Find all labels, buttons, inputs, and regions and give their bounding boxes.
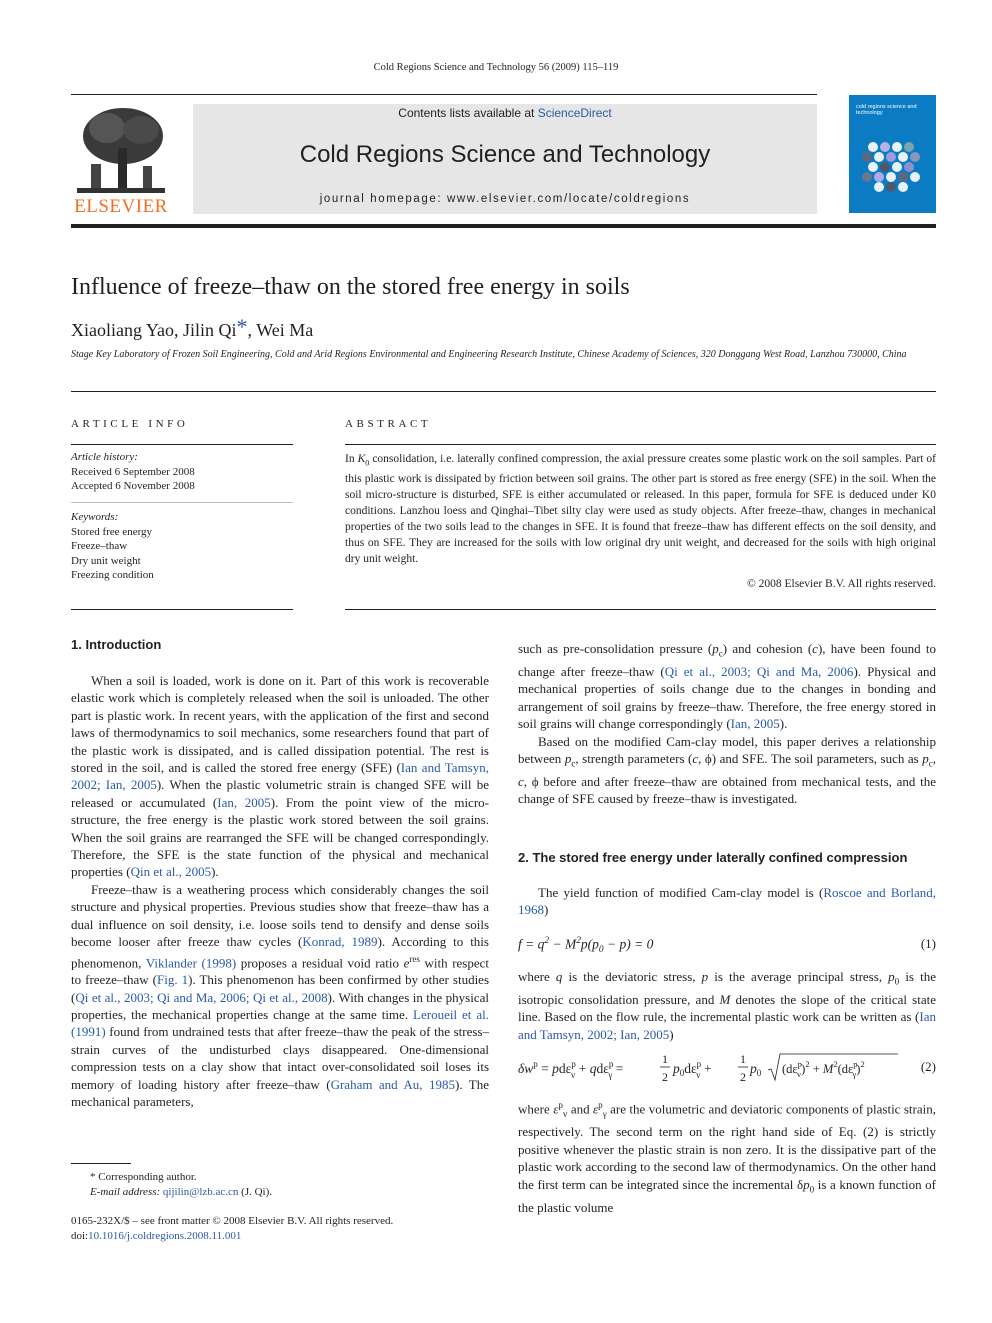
citation-link[interactable]: Qi et al., 2003; Qi and Ma, 2006; Qi et al., 2008 [75, 989, 328, 1005]
paragraph: where q is the deviatoric stress, p is the average principal stress, $p_0$ is the isotropic consolidation pressure, and M denotes the slope of the critical state line. Based on the flow rule, the incremental plastic work can be written as (Ian and Tamsyn, 2002; Ian, 2005) [518, 969, 936, 1042]
doi-line [71, 1229, 571, 1244]
paragraph: When a soil is loaded, work is done on it. Part of this work is recoverable elastic work which is completely released when the soil is unloaded. The other part is plastic work. In recent years, with the application of the first and second laws of thermodynamics to soil mechanics, some researchers found that part of the plastic work is dissipated, and is called dissipation potential. The rest is stored in the soil, and is called the stored free energy (SFE) (Ian and Tamsyn, 2002; Ian, 2005). When the plastic volumetric strain is changed SFE will be released or accumulated (Ian, 2005). From the point view of the micro-structure, the free energy is the plastic work stored between the soil grains. When the soil grains are rearranged the SFE will be changed correspondingly. Therefore, the SFE is the state function of the physical and mechanical properties (Qin et al., 2005). [71, 673, 489, 880]
right-column-text-part1 [518, 640, 936, 808]
left-column-text [71, 672, 489, 1110]
equation-1-number: (1) [920, 936, 936, 951]
paragraph: Freeze–thaw is a weathering process which considerably changes the soil structure and physical properties. Previous studies show that freeze–thaw has a dual influence on soil density, i.e. loose soils tend to densify and dense soils become looser after freeze thaw cycles (Konrad, 1989). According to this phenomenon, Viklander (1998) proposes a residual void ratio $e^{res}$ with respect to freeze–thaw (Fig. 1). This phenomenon has been confirmed by other studies (Qi et al., 2003; Qi and Ma, 2006; Qi et al., 2008). With changes in the physical properties, the mechanical properties change at the same time. Leroueil et al. (1991) found from undrained tests that after freeze–thaw the peak of the stress–strain curves of the undisturbed clays disappeared. One-dimensional compression tests on a clay show that intact over-consolidated soil loses its memory of loading history after freeze–thaw (Graham and Au, 1985). The mechanical parameters, [71, 881, 490, 1110]
paragraph: The yield function of modified Cam-clay model is (Roscoe and Borland, 1968) [518, 885, 936, 918]
citation-link[interactable]: Roscoe and Borland, 1968 [518, 885, 936, 918]
article-info-heading: ARTICLE INFO [71, 418, 189, 430]
citation-link[interactable]: Viklander (1998) [145, 954, 237, 970]
issn-doi-block [71, 1214, 571, 1244]
email-label: E-mail address: [90, 1186, 161, 1198]
citation-link[interactable]: Konrad, 1989 [302, 934, 378, 950]
corresponding-author-star[interactable]: * [236, 314, 248, 339]
authors-first: Xiaoliang Yao, Jilin Qi [71, 320, 237, 340]
footnote [71, 1170, 489, 1200]
abstract-text: In $K_0$ consolidation, i.e. laterally confined compression, the axial pressure creates some plastic work on the soil samples. Part of this plastic work is dissipated by friction between soil grains. The other part is stored as free energy (SFE) in the soil. When the soil micro-structure is disturbed, SFE is either accumulated or released. In this paper, formula for SFE is deduced under K0 conditions. Lanzhou loess and Qinghai–Tibet silty clay were used as study objects. After freeze–thaw, changes in mechanical properties of the two soils lead to the changes in SFE. It is found that freeze–thaw has different effects on the soil density, and thus on SFE. They are increased for the soils with low original dry unit weight, and decreased for the soils with high original dry unit weight. [345, 453, 936, 566]
email-note [71, 1185, 489, 1200]
author-email-link[interactable]: qijilin@lzb.ac.cn [162, 1186, 239, 1198]
right-column-text-part3 [518, 968, 936, 1043]
svg-text:(dεpv)2 + M2(dεpγ)2: ($d\varepsilon^p$ $v)^2 + M^2(d\varepsilon^p$ γ)$^2$ [782, 1059, 865, 1079]
authors-last: , Wei Ma [247, 320, 314, 340]
affiliation: Stage Key Laboratory of Frozen Soil Engineering, Cold and Arid Regions Environmental and Engineering Research Institute, Chinese Academy of Sciences, 320 Donggang West Road, Lanzhou 730000, China [71, 349, 907, 360]
svg-text:p0: $p_0$ [750, 1061, 762, 1078]
journal-homepage[interactable]: journal homepage: www.elsevier.com/locate/coldregions [319, 193, 691, 205]
paragraph: where $\varepsilon^p_v$ and $\varepsilon^p_\gamma$ are the volumetric and deviatoric components of plastic strain, respectively. The second term on the right hand side of Eq. (2) is strictly positive whenever the plastic strain is non zero. It is the dissipative part of the plastic work according to the second law of thermodynamics. On the other hand the first term can be integrated since the incremental $\delta p_0$ is a known function of the plastic volume [518, 1100, 936, 1215]
doi-link[interactable]: 10.1016/j.coldregions.2008.11.001 [88, 1230, 242, 1242]
history-label: Article history: [71, 451, 138, 463]
article-history [71, 450, 293, 494]
article-info-rule [71, 444, 293, 445]
contents-prefix: Contents lists available at [398, 106, 538, 120]
citation-link[interactable]: Qi et al., 2003; Qi and Ma, 2006 [664, 664, 854, 679]
keywords-label: Keywords: [71, 511, 119, 523]
svg-text:p0dεpv +: $p_0d\varepsilon^p$ v + [673, 1059, 712, 1080]
citation-link[interactable]: Leroueil et al. (1991) [71, 1007, 489, 1040]
section-heading-2: 2. The stored free energy under laterally confined compression [518, 850, 908, 865]
article-info-bottom-rule [71, 609, 293, 610]
issn-line: 0165-232X/$ – see front matter © 2008 Elsevier B.V. All rights reserved. [71, 1215, 394, 1227]
equation-1: $f = q^2 - M^2p(p_0 - p) = 0$ [518, 936, 654, 956]
contents-line [193, 106, 817, 120]
abstract-bottom-rule [345, 609, 936, 610]
accepted-date: Accepted 6 November 2008 [71, 480, 195, 492]
svg-text:1: 1 [740, 1052, 746, 1066]
svg-text:δwp = pdεpv + qdεpγ =: $\delta w^p = pd\varepsilon^p$ v + qdε$^p$ γ = [518, 1059, 624, 1080]
right-column-text-part2 [518, 884, 936, 919]
citation-link[interactable]: Ian and Tamsyn, 2002; Ian, 2005 [518, 1009, 936, 1042]
section-heading-introduction: 1. Introduction [71, 637, 162, 652]
keywords-block [71, 510, 293, 583]
corresponding-label: Corresponding author. [98, 1171, 197, 1183]
citation-link[interactable]: Ian, 2005 [217, 794, 271, 810]
equation-2-number: (2) [920, 1059, 936, 1074]
corresponding-author-note: * Corresponding author. [90, 1171, 197, 1183]
affiliation-rule [71, 391, 936, 392]
header-bottom-rule [71, 224, 936, 228]
equation-2 [518, 1050, 898, 1086]
cover-title-text: cold regions science and technology [856, 104, 917, 116]
figure-link[interactable]: Fig. 1 [157, 972, 189, 988]
paragraph: such as pre-consolidation pressure $(p_c)$ and cohesion (c), have been found to change after freeze–thaw (Qi et al., 2003; Qi and Ma, 2006). Physical and mechanical properties of soils change due to the changes in bonding and arrangement of soil grains by freeze–thaw. Therefore, the free energy stored in soil grains will change correspondingly (Ian, 2005). [518, 641, 936, 732]
history-keywords-rule [71, 502, 293, 503]
citation-link[interactable]: Graham and Au, 1985 [330, 1076, 455, 1092]
citation-link[interactable]: Ian and Tamsyn, 2002; Ian, 2005 [71, 760, 489, 793]
svg-text:2: 2 [662, 1070, 668, 1084]
doi-label: doi: [71, 1230, 89, 1242]
svg-text:1: 1 [662, 1052, 668, 1066]
keyword: Dry unit weight [71, 554, 141, 567]
received-date: Received 6 September 2008 [71, 465, 195, 478]
footnote-rule [71, 1163, 131, 1164]
keyword: Stored free energy [71, 525, 153, 538]
citation-link[interactable]: Ian, 2005 [730, 716, 780, 732]
abstract-rule [345, 444, 936, 445]
header-top-rule [71, 94, 817, 95]
abstract-heading: ABSTRACT [345, 418, 432, 430]
article-title: Influence of freeze–thaw on the stored free energy in soils [71, 274, 630, 300]
journal-citation: Cold Regions Science and Technology 56 (2009) 115–119 [373, 62, 619, 73]
elsevier-wordmark: ELSEVIER [74, 196, 168, 217]
author-list [71, 316, 936, 342]
paragraph: Based on the modified Cam-clay model, this paper derives a relationship between $p_c$, strength parameters (c, ϕ) and SFE. The soil parameters, such as $p_c$, c, ϕ before and after freeze–thaw are obtained from mechanical tests, and the change of SFE caused by freeze–thaw is investigated. [518, 733, 937, 807]
sciencedirect-link[interactable]: ScienceDirect [537, 106, 612, 120]
email-suffix: (J. Qi). [238, 1186, 273, 1198]
citation-link[interactable]: Qin et al., 2005 [130, 864, 212, 880]
keyword: Freezing condition [71, 569, 154, 581]
keyword: Freeze–thaw [71, 540, 128, 552]
abstract-body: consolidation, i.e. laterally confined compression, the axial pressure creates some plastic work on the soil samples. Part of this plastic work is dissipated by friction between soil grains. The other part is stored as free energy (SFE) in the soil. When the soil micro-structure is disturbed, SFE is either accumulated or released. In this paper, formula for SFE is deduced under K0 conditions. Lanzhou loess and Qinghai–Tibet silty clay were used as study objects. After freeze–thaw, changes in mechanical properties of the two soils lead to the changes in SFE. It is found that freeze–thaw has different effects on the soil density, and thus on SFE. They are increased for the soils with low original dry unit weight, and decreased for the soils with high original dry unit weight. [345, 453, 936, 566]
right-column-text-part4 [518, 1097, 936, 1216]
copyright: © 2008 Elsevier B.V. All rights reserved. [747, 578, 936, 590]
svg-text:2: 2 [740, 1070, 746, 1084]
journal-title: Cold Regions Science and Technology [299, 141, 711, 168]
